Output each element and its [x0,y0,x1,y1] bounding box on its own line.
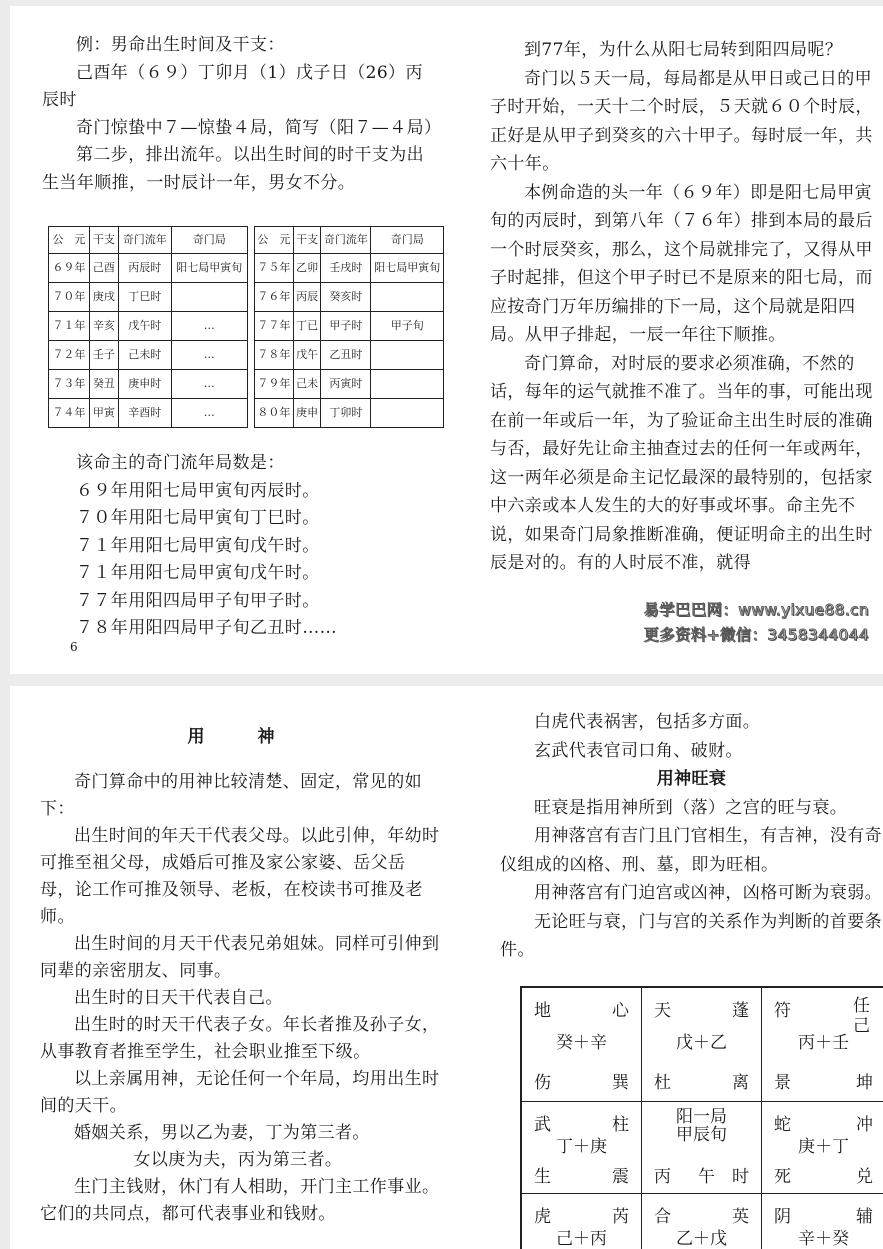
cell-center: 阳一局甲辰旬 [676,1107,727,1145]
page2-right-column [500,708,883,965]
table-cell: 丁卯时 [321,399,371,428]
table-cell [371,283,444,312]
cell-top-right: 任己 [853,996,870,1036]
table-cell: ８０年 [255,399,294,428]
cell-top-left: 符 [774,1001,791,1021]
table-row [255,370,444,399]
cell-center: 己＋丙 [556,1229,607,1249]
paragraph: 婚姻关系，男以乙为妻，丁为第三者。 [74,1123,370,1143]
table-row [49,254,248,283]
table-cell: 甲子时 [321,312,371,341]
cell-bottom-right: 坤 [856,1073,873,1093]
page1-left-list [42,450,440,643]
table-row [255,399,444,428]
paragraph: 出生时的日天干代表自己。 [74,988,283,1008]
table-header-row [255,227,444,254]
cell-top-right: 辅 [856,1207,873,1227]
palace-cell [642,1194,762,1249]
palace-cell-center [642,1102,762,1194]
table-cell: 丙辰时 [118,254,171,283]
table-cell: 戊午 [293,341,321,370]
table-cell [371,399,444,428]
table-cell: 甲寅 [89,399,118,428]
table-header: 奇门局 [371,227,444,254]
cell-top-left: 武 [534,1115,551,1135]
palace-cell [522,1102,642,1194]
table-row [49,370,248,399]
table-cell: ７６年 [255,283,294,312]
table-cell: ７５年 [255,254,294,283]
table-cell: 壬戌时 [321,254,371,283]
table-cell: 阳七局甲寅旬 [371,254,444,283]
table-row [255,283,444,312]
table-cell: 阳七局甲寅旬 [171,254,247,283]
paragraph: 玄武代表官司口角、破财。 [534,740,743,761]
table-cell: 己酉 [89,254,118,283]
table-cell: 辛亥 [89,312,118,341]
table-header: 奇门流年 [321,227,371,254]
cell-center: 乙＋戊 [676,1229,727,1249]
paragraph: 奇门算命中的用神比较清楚、固定，常见的如下： [40,772,422,819]
table-row [255,312,444,341]
table-row [255,341,444,370]
paragraph: 奇门以５天一局，每局都是从甲日或己日的甲子时开始，一天十二个时辰，５天就６０个时辰，正好是从甲子到癸亥的六十甲子。每时辰一年，共六十年。 [490,68,873,174]
table-cell: 戊午时 [118,312,171,341]
table-cell: ７４年 [49,399,90,428]
list-item: ７０年用阳七局甲寅旬丁巳时。 [76,508,320,528]
paragraph: 奇门惊蛰中７—惊蛰４局，简写（阳７—４局） [76,117,442,138]
watermark-website: 易学巴巴网：www.yixue88.cn [643,601,869,619]
cell-center: 庚＋丁 [798,1137,849,1157]
cell-center: 丁＋庚 [556,1137,607,1157]
cell-top-left: 合 [654,1207,671,1227]
paragraph: 该命主的奇门流年局数是： [76,453,285,473]
cell-top-right: 蓬 [732,1001,749,1021]
cell-top-left: 虎 [534,1207,551,1227]
paragraph: 白虎代表祸害，包括多方面。 [534,712,761,732]
table-row [49,341,248,370]
table-cell: 庚申 [293,399,321,428]
paragraph: 无论旺与衰，门与宫的关系作为判断的首要条件。 [500,911,882,960]
paragraph: 女以庚为夫，丙为第三者。 [133,1150,343,1170]
palace-cell [762,1102,883,1194]
table-cell: … [171,312,247,341]
table-cell [371,341,444,370]
cell-top-left: 地 [534,1001,551,1021]
paragraph: 用神落宫有吉门且门官相生，有吉神，没有奇仪组成的凶格、刑、墓，即为旺相。 [500,826,882,875]
cell-bottom-left: 景 [774,1073,791,1093]
table-cell: ７１年 [49,312,90,341]
cell-bottom-left: 生 [534,1167,551,1187]
table-cell: 壬子 [89,341,118,370]
page1-right-column [490,36,883,578]
table-cell: 丁已 [293,312,321,341]
table-header: 公 元 [255,227,294,254]
subsection-title: 用神旺衰 [656,769,727,789]
paragraph: 本例命造的头一年（６９年）即是阳七局甲寅旬的丙辰时，到第八年（７６年）排到本局的最后一个时辰癸亥，那么，这个局就排完了，又得从甲子时起排，但这个甲子时已不是原来的阳七局，而应按奇门万年历编排的下一局，这个局就是阳四局。从甲子排起，一辰一年往下顺推。 [490,182,873,345]
table-cell: 乙卯 [293,254,321,283]
palace-cell [522,1194,642,1249]
list-item: ７７年用阳四局甲子旬甲子时。 [76,590,320,611]
table-cell: ６９年 [49,254,90,283]
section-title: 用 神 [187,727,293,747]
table-cell: 乙丑时 [321,341,371,370]
list-item: ７１年用阳七局甲寅旬戊午时。 [76,535,320,556]
table-cell: ７３年 [49,370,90,399]
table-row [49,312,248,341]
paragraph: 己酉年（６９）丁卯月（1）戊子日（26）丙辰时 [42,62,423,110]
cell-bottom-right: 震 [612,1167,629,1187]
cell-center: 戊＋乙 [676,1033,727,1053]
table-cell: 庚申时 [118,370,171,399]
table-cell [371,370,444,399]
table-header: 奇门流年 [118,227,171,254]
cell-top-right: 心 [612,1001,629,1021]
cell-bottom-right: 巽 [612,1073,629,1093]
cell-top-right: 柱 [612,1115,629,1135]
paragraph: 例：男命出生时间及干支： [76,35,285,55]
liunian-table-right [254,226,444,428]
table-header: 公 元 [49,227,90,254]
cell-top-right: 芮 [612,1207,629,1227]
cell-center: 癸＋辛 [556,1033,607,1053]
cell-center: 丙＋壬 [798,1033,849,1053]
table-cell: ７２年 [49,341,90,370]
palace-cell [762,1194,883,1249]
cell-bottom-right: 离 [732,1073,749,1093]
paragraph: 出生时间的年天干代表父母。以此引伸，年幼时可推至祖父母，成婚后可推及家公家婆、岳父岳母，论工作可推及领导、老板，在校读书可推及老师。 [40,826,440,927]
cell-top-left: 蛇 [774,1115,791,1135]
page-number: 6 [70,640,78,654]
palace-cell [642,988,762,1102]
palace-cell [762,988,883,1102]
paragraph: 到77年，为什么从阳七局转到阳四局呢？ [524,40,843,60]
page-1 [10,6,883,674]
table-cell: … [171,399,247,428]
list-item: ７１年用阳七局甲寅旬戊午时。 [76,563,320,583]
qimen-chart-grid [520,986,883,1249]
table-cell: 庚戌 [89,283,118,312]
paragraph: 第二步，排出流年。以出生时间的时干支为出生当年顺推，一时辰计一年，男女不分。 [42,145,424,193]
table-cell [171,283,247,312]
table-row [49,399,248,428]
table-cell: 丁巳时 [118,283,171,312]
table-cell: 癸丑 [89,370,118,399]
palace-cell [522,988,642,1102]
table-cell: 甲子旬 [371,312,444,341]
watermark-contact: 更多资料+微信：3458344044 [643,626,869,644]
table-row [49,283,248,312]
table-header: 奇门局 [171,227,247,254]
paragraph: 旺衰是指用神所到（落）之宫的旺与衰。 [534,797,848,818]
list-item: ６９年用阳七局甲寅旬丙辰时。 [76,480,320,501]
table-cell: 丙寅时 [321,370,371,399]
table-cell: ７８年 [255,341,294,370]
page-2 [10,686,883,1249]
table-cell: 癸亥时 [321,283,371,312]
liunian-table-left [48,226,248,428]
table-cell: ７９年 [255,370,294,399]
cell-center: 辛＋癸 [798,1229,849,1249]
cell-top-left: 天 [654,1001,671,1021]
paragraph: 以上亲属用神，无论任何一个年局，均用出生时间的天干。 [40,1069,440,1116]
paragraph: 出生时间的月天干代表兄弟姐妹。同样可引伸到同辈的亲密朋友、同事。 [40,934,440,981]
table-header: 干支 [293,227,321,254]
page2-left-column [40,724,440,1228]
cell-top-right: 冲 [856,1115,873,1135]
list-item: ７８年用阳四局甲子旬乙丑时…… [76,618,337,638]
cell-bottom-left: 伤 [534,1073,551,1093]
cell-bottom-left: 死 [774,1167,791,1187]
table-header: 干支 [89,227,118,254]
cell-bottom-right: 午 时 [698,1167,749,1187]
paragraph: 生门主钱财，休门有人相助，开门主工作事业。它们的共同点，都可代表事业和钱财。 [40,1177,440,1224]
cell-top-left: 阴 [774,1207,791,1227]
cell-top-right: 英 [732,1207,749,1227]
table-row [255,254,444,283]
page1-left-column [42,32,440,197]
paragraph: 奇门算命，对时辰的要求必须准确，不然的话，每年的运气就推不准了。当年的事，可能出现在前一年或后一年，为了验证命主出生时辰的准确与否，最好先让命主抽查过去的任何一年或两年，这一两年必须是命主记忆最深的最特别的，包括家中六亲或本人发生的大的好事或坏事。命主先不说，如果奇门局象推断准确，便证明命主的出生时辰是对的。有的人时辰不准，就得 [490,353,873,573]
table-cell: 丙辰 [293,283,321,312]
table-cell: 己未时 [118,341,171,370]
table-cell: ７７年 [255,312,294,341]
table-cell: … [171,341,247,370]
cell-bottom-left: 杜 [654,1073,671,1093]
paragraph: 出生时的时天干代表子女。年长者推及孙子女，从事教育者推至学生，社会职业推至下级。 [40,1015,440,1062]
table-cell: 己未 [293,370,321,399]
table-cell: … [171,370,247,399]
paragraph: 用神落宫有门迫宫或凶神，凶格可断为衰弱。 [534,883,882,903]
cell-bottom-right: 兑 [856,1167,873,1187]
table-cell: 辛酉时 [118,399,171,428]
table-cell: ７０年 [49,283,90,312]
table-header-row [49,227,248,254]
cell-bottom-left: 丙 [654,1167,671,1187]
